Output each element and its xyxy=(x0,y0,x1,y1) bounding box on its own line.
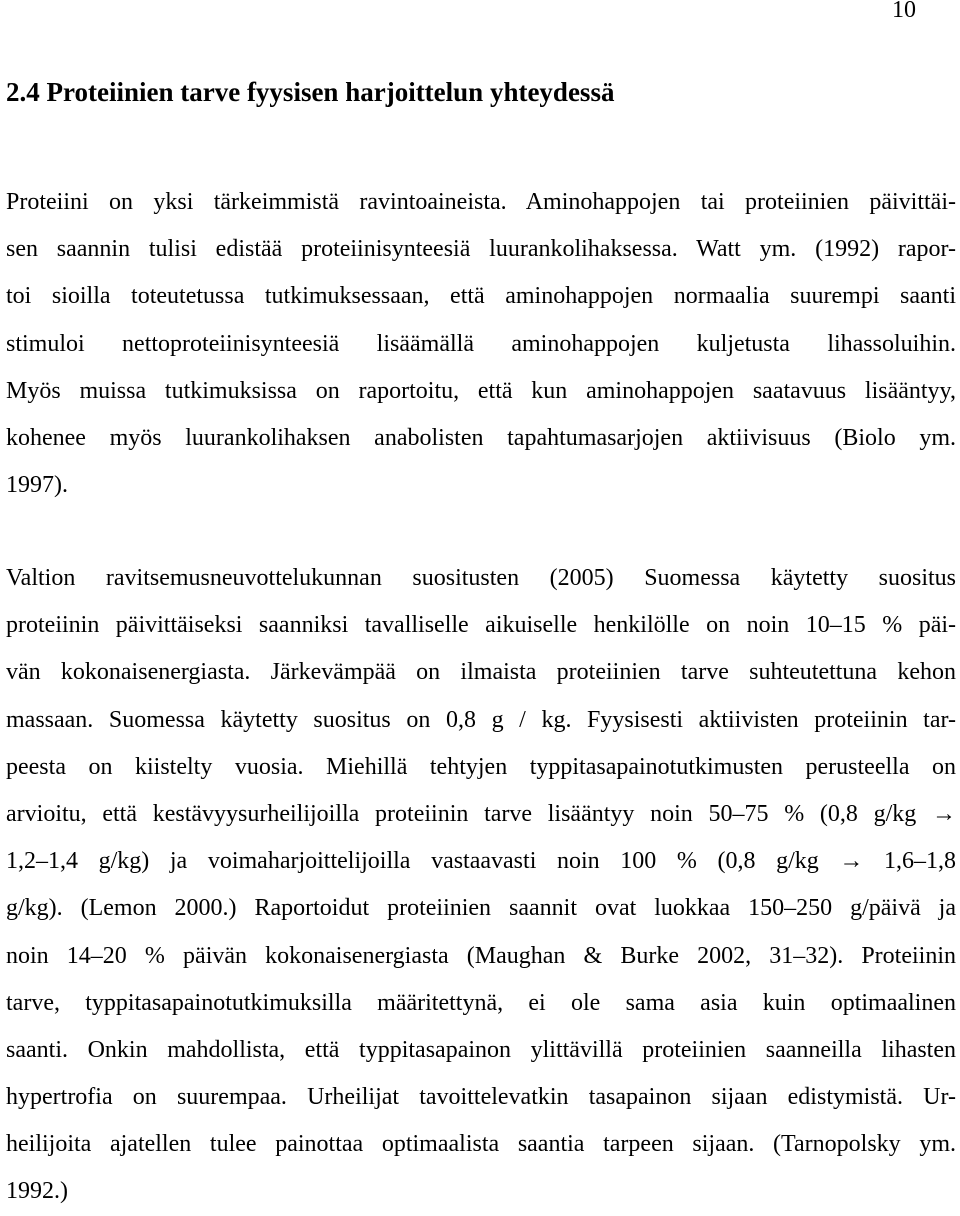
text-line: peesta on kiistelty vuosia. Miehillä tehtyjen typpitasapainotutkimusten perusteella on xyxy=(6,753,956,780)
section-heading: 2.4 Proteiinien tarve fyysisen harjoittelun yhteydessä xyxy=(6,77,615,107)
text-line: Proteiini on yksi tärkeimmistä ravintoaineista. Aminohappojen tai proteiinien päivittäi- xyxy=(6,189,956,215)
text-line: Valtion ravitsemusneuvottelukunnan suositusten (2005) Suomessa käytetty suositus xyxy=(6,565,956,591)
text-line: heilijoita ajatellen tulee painottaa optimaalista saantia tarpeen sijaan. (Tarnopolsky ym. xyxy=(6,1131,956,1158)
text-line: g/kg). (Lemon 2000.) Raportoidut proteiinien saannit ovat luokkaa 150–250 g/päivä ja xyxy=(6,895,956,922)
text-line: sen saannin tulisi edistää proteiinisynteesiä luurankolihaksessa. Watt ym. (1992) rapor- xyxy=(6,236,956,263)
text-line: massaan. Suomessa käytetty suositus on 0,8 g / kg. Fyysisesti aktiivisten proteiinin tar- xyxy=(6,706,956,733)
text-line: hypertrofia on suurempaa. Urheilijat tavoittelevatkin tasapainon sijaan edistymistä. Ur- xyxy=(6,1084,956,1111)
text-line: Myös muissa tutkimuksissa on raportoitu, että kun aminohappojen saatavuus lisääntyy, xyxy=(6,377,956,404)
text-line: saanti. Onkin mahdollista, että typpitasapainon ylittävillä proteiinien saanneilla lihasten xyxy=(6,1036,956,1063)
paragraph-1 xyxy=(6,179,956,509)
text-line: tarve, typpitasapainotutkimuksilla määritettynä, ei ole sama asia kuin optimaalinen xyxy=(6,989,956,1016)
text-line: kohenee myös luurankolihaksen anabolisten tapahtumasarjojen aktiivisuus (Biolo ym. xyxy=(6,424,956,451)
text-line: arvioitu, että kestävyysurheilijoilla proteiinin tarve lisääntyy noin 50–75 % (0,8 g/kg → xyxy=(6,800,956,827)
text-line: stimuloi nettoproteiinisynteesiä lisäämällä aminohappojen kuljetusta lihassoluihin. xyxy=(6,330,956,357)
paragraph-2 xyxy=(6,555,956,1216)
text-line: 1992.) xyxy=(6,1178,68,1205)
text-line: 1,2–1,4 g/kg) ja voimaharjoittelijoilla vastaavasti noin 100 % (0,8 g/kg → 1,6–1,8 xyxy=(6,848,956,875)
text-line: proteiinin päivittäiseksi saanniksi tavalliselle aikuiselle henkilölle on noin 10–15 % päi- xyxy=(6,612,956,639)
text-line: vän kokonaisenergiasta. Järkevämpää on ilmaista proteiinien tarve suhteutettuna kehon xyxy=(6,659,956,686)
text-line: toi sioilla toteutetussa tutkimuksessaan, että aminohappojen normaalia suurempi saanti xyxy=(6,283,956,310)
page-number: 10 xyxy=(892,0,916,23)
text-line: noin 14–20 % päivän kokonaisenergiasta (Maughan & Burke 2002, 31–32). Proteiinin xyxy=(6,942,956,969)
text-line: 1997). xyxy=(6,472,68,499)
